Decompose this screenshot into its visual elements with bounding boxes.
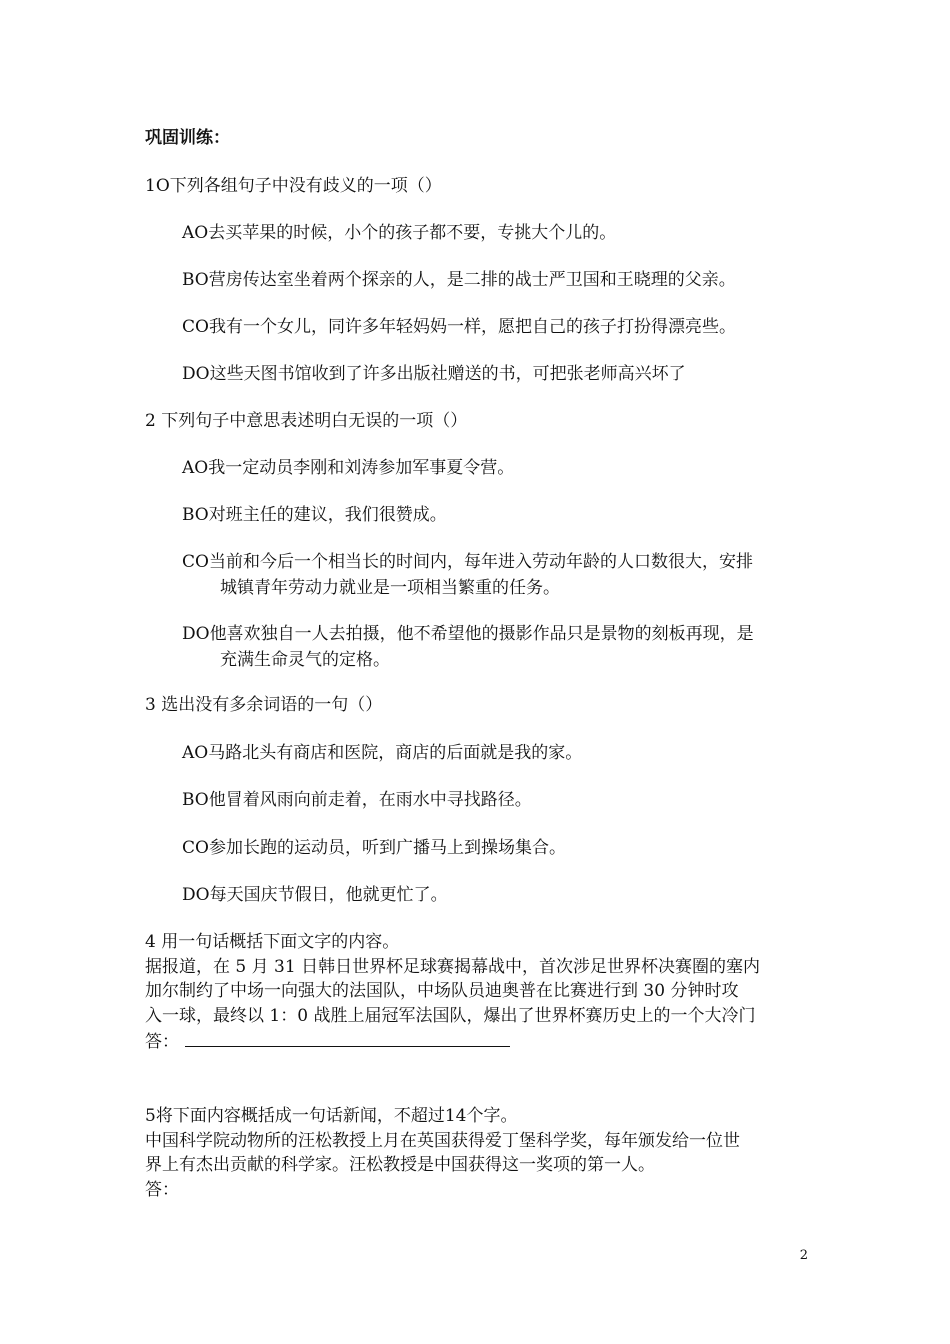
question-2-option-d-line-2: 充满生命灵气的定格。 xyxy=(220,650,390,670)
question-5-answer-label: 答： xyxy=(145,1179,179,1200)
section-heading: 巩固训练： xyxy=(145,128,230,148)
question-1-stem: 1O下列各组句子中没有歧义的一项（） xyxy=(145,176,442,196)
question-2-option-c xyxy=(182,549,812,601)
question-2-option-b: BO对班主任的建议，我们很赞成。 xyxy=(182,505,447,525)
question-3-option-b: BO他冒着风雨向前走着，在雨水中寻找路径。 xyxy=(182,790,532,810)
question-4-answer xyxy=(145,1028,813,1055)
question-4 xyxy=(145,930,813,1055)
question-2-option-a: AO我一定动员李刚和刘涛参加军事夏令营。 xyxy=(182,458,515,478)
question-4-passage-line: 据报道，在 5 月 31 日韩日世界杯足球赛揭幕战中，首次涉足世界杯决赛圈的塞内 xyxy=(145,956,761,977)
question-4-passage-line: 加尔制约了中场一向强大的法国队，中场队员迪奥普在比赛进行到 30 分钟时攻 xyxy=(145,981,739,1001)
question-1-option-a: AO去买苹果的时候，小个的孩子都不要，专挑大个儿的。 xyxy=(182,223,617,243)
question-2-option-d xyxy=(182,621,812,673)
question-4-answer-label: 答： xyxy=(145,1032,179,1052)
question-5-passage-line: 中国科学院动物所的汪松教授上月在英国获得爱丁堡科学奖，每年颁发给一位世 xyxy=(145,1130,740,1151)
question-2-option-c-line-1: CO当前和今后一个相当长的时间内，每年进入劳动年龄的人口数很大，安排 xyxy=(182,552,753,572)
question-5 xyxy=(145,1104,813,1202)
question-4-stem: 4 用一句话概括下面文字的内容。 xyxy=(145,932,400,952)
question-3-stem: 3 选出没有多余词语的一句（） xyxy=(145,695,383,715)
question-1-option-b: BO营房传达室坐着两个探亲的人，是二排的战士严卫国和王晓理的父亲。 xyxy=(182,270,736,290)
question-2-option-d-line-1: DO他喜欢独自一人去拍摄，他不希望他的摄影作品只是景物的刻板再现，是 xyxy=(182,624,754,644)
question-5-passage-line: 界上有杰出贡献的科学家。汪松教授是中国获得这一奖项的第一人。 xyxy=(145,1155,655,1175)
question-2-option-c-line-2: 城镇青年劳动力就业是一项相当繁重的任务。 xyxy=(220,578,560,598)
question-3-option-c: CO参加长跑的运动员，听到广播马上到操场集合。 xyxy=(182,838,566,858)
question-5-stem: 5将下面内容概括成一句话新闻，不超过14个字。 xyxy=(145,1106,518,1126)
question-1-option-c: CO我有一个女儿，同许多年轻妈妈一样，愿把自己的孩子打扮得漂亮些。 xyxy=(182,317,736,337)
question-4-passage-line: 入一球，最终以 1：0 战胜上届冠军法国队，爆出了世界杯赛历史上的一个大冷门 xyxy=(145,1005,756,1026)
question-3-option-a: AO马路北头有商店和医院，商店的后面就是我的家。 xyxy=(182,743,583,763)
question-2-stem: 2 下列句子中意思表述明白无误的一项（） xyxy=(145,411,468,431)
question-1-option-d: DO这些天图书馆收到了许多出版社赠送的书，可把张老师高兴坏了 xyxy=(182,364,686,384)
question-3-option-d: DO每天国庆节假日，他就更忙了。 xyxy=(182,885,448,905)
page-number: 2 xyxy=(799,1248,808,1263)
question-4-answer-blank[interactable] xyxy=(185,1028,510,1047)
